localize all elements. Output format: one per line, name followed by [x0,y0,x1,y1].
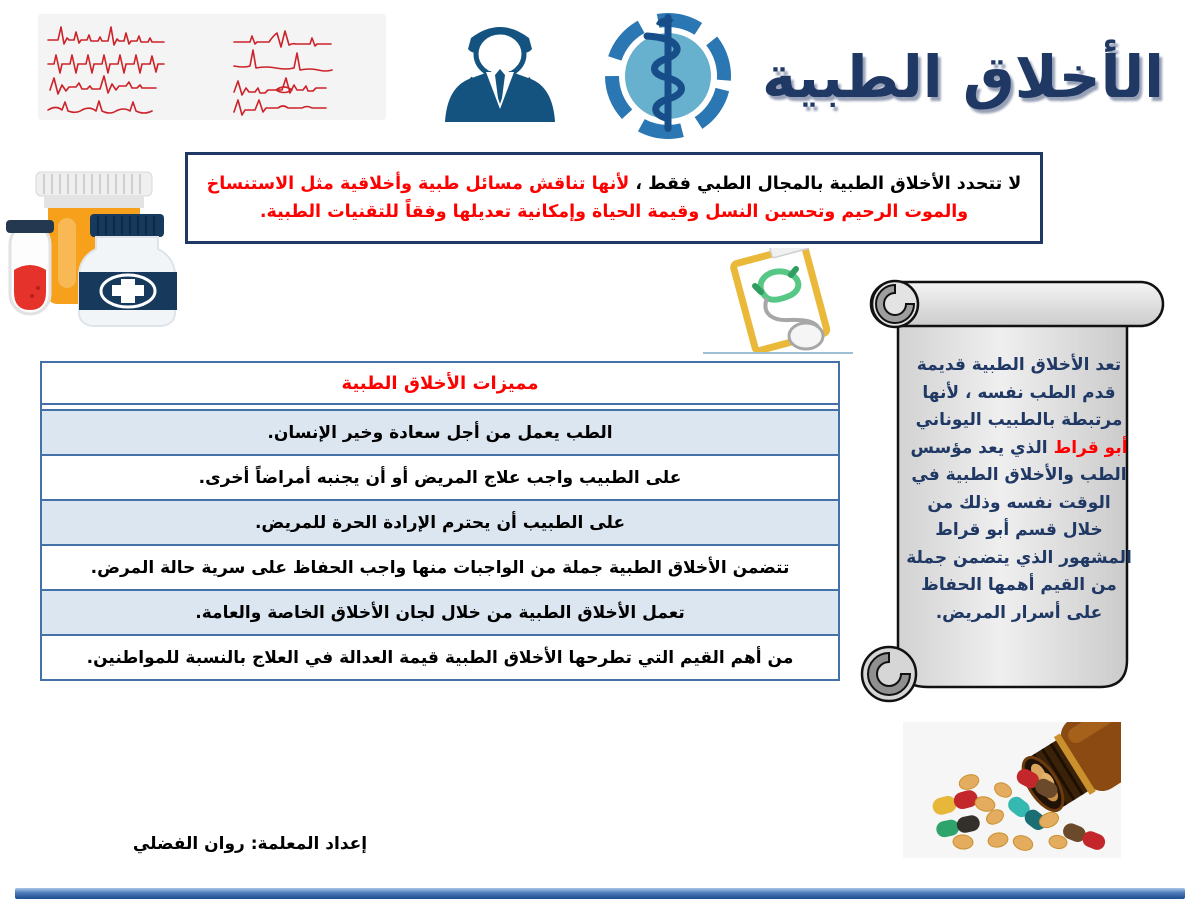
clipboard-image [703,248,853,354]
page-title: الأخلاق الطبية [762,43,1165,111]
medicine-logo [592,10,750,140]
ekg-heartbeat-icon [38,14,386,120]
intro-text-red: لأنها تناقش مسائل طبية وأخلاقية مثل الاستنساخ والموت الرحيم وتحسين النسل وقيمة الحياة وإمكانية تعديلها وفقاً للتقنيات الطبية. [206,174,969,222]
scroll-note-part1: تعد الأخلاق الطبية قديمة قدم الطب نفسه ، لأنها مرتبطة بالطبيب اليوناني [915,355,1123,431]
pill-bottle-icon [903,722,1121,858]
clipboard-stethoscope-icon [703,248,853,352]
table-row: الطب يعمل من أجل سعادة وخير الإنسان. [42,409,838,454]
table-row: من أهم القيم التي تطرحها الأخلاق الطبية قيمة العدالة في العلاج بالنسبة للمواطنين. [42,634,838,679]
ekg-panel [38,14,386,120]
doctor-icon [433,16,568,122]
scroll-note-part2: الذي يعد مؤسس الطب والأخلاق الطبية في الوقت نفسه وذلك من خلال قسم أبو قراط المشهور الذي يتضمن جملة من القيم أهمها الحفاظ على أسرار المريض. [906,437,1132,623]
features-table [40,361,840,681]
asclepius-logo-icon [592,10,750,140]
medicine-bottles-icon [0,162,178,330]
table-row: تتضمن الأخلاق الطبية جملة من الواجبات منها واجب الحفاظ على سرية حالة المرض. [42,544,838,589]
intro-text [202,170,1026,226]
intro-text-black: لا تتحدد الأخلاق الطبية بالمجال الطبي فقط ، [629,174,1022,194]
intro-box [185,152,1043,244]
scroll-note [905,352,1133,652]
medicine-image [0,162,178,330]
bottom-divider-bar [15,888,1185,899]
pills-image [903,722,1121,858]
doctor-figure [433,16,568,122]
table-row: على الطبيب واجب علاج المريض أو أن يجنبه أمراضاً أخرى. [42,454,838,499]
table-row: على الطبيب أن يحترم الإرادة الحرة للمريض. [42,499,838,544]
credit-line: إعداد المعلمة: روان الفضلي [132,834,368,854]
scroll-note-highlight: أبو قراط [1053,437,1128,458]
table-header: مميزات الأخلاق الطبية [42,363,838,405]
table-row: تعمل الأخلاق الطبية من خلال لجان الأخلاق الخاصة والعامة. [42,589,838,634]
